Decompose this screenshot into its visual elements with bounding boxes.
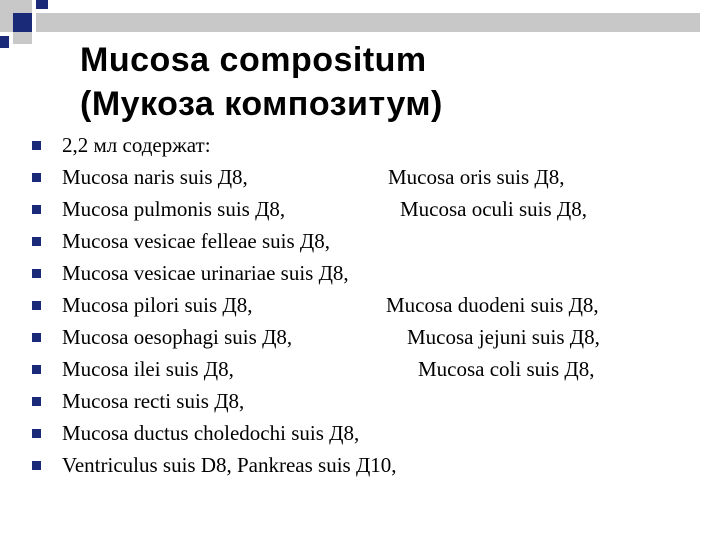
square-bullet-icon <box>32 269 41 278</box>
item-text: Mucosa pulmonis suis Д8, <box>62 197 286 221</box>
list-item <box>0 289 720 321</box>
item-text-second: Mucosa coli suis Д8, <box>418 357 595 381</box>
item-text: 2,2 мл содержат: <box>62 133 211 157</box>
square-bullet-icon <box>32 141 41 150</box>
item-text-second: Mucosa jejuni suis Д8, <box>407 325 600 349</box>
item-text-second: Mucosa oris suis Д8, <box>388 165 565 189</box>
list-item <box>0 449 720 481</box>
square-bullet-icon <box>32 365 41 374</box>
square-bullet-icon <box>32 173 41 182</box>
list-item <box>0 417 720 449</box>
item-text: Mucosa pilori suis Д8, <box>62 293 253 317</box>
square-bullet-icon <box>32 205 41 214</box>
list-item <box>0 385 720 417</box>
item-text-second: Mucosa oculi suis Д8, <box>400 197 587 221</box>
list-item <box>0 225 720 257</box>
square-bullet-icon <box>32 333 41 342</box>
square-bullet-icon <box>32 301 41 310</box>
slide-title <box>80 38 700 126</box>
item-text: Mucosa ilei suis Д8, <box>62 357 234 381</box>
item-text: Mucosa ductus choledochi suis Д8, <box>62 421 360 445</box>
square-bullet-icon <box>32 397 41 406</box>
item-text: Ventriculus suis D8, Pankreas suis Д10, <box>62 453 397 477</box>
item-text-second: Mucosa duodeni suis Д8, <box>386 293 599 317</box>
item-text: Mucosa recti suis Д8, <box>62 389 245 413</box>
list-item <box>0 321 720 353</box>
list-item <box>0 257 720 289</box>
list-item <box>0 353 720 385</box>
item-text: Mucosa vesicae urinariae suis Д8, <box>62 261 349 285</box>
title-line-2: (Мукоза композитум) <box>80 85 443 123</box>
item-text: Mucosa vesicae felleae suis Д8, <box>62 229 330 253</box>
square-bullet-icon <box>32 237 41 246</box>
item-text: Mucosa oesophagi suis Д8, <box>62 325 293 349</box>
square-bullet-icon <box>32 429 41 438</box>
title-line-1: Mucosa compositum <box>80 41 427 79</box>
list-item <box>0 193 720 225</box>
list-item <box>0 161 720 193</box>
ingredient-list <box>0 129 720 481</box>
item-text: Mucosa naris suis Д8, <box>62 165 248 189</box>
square-bullet-icon <box>32 461 41 470</box>
list-item <box>0 129 720 161</box>
